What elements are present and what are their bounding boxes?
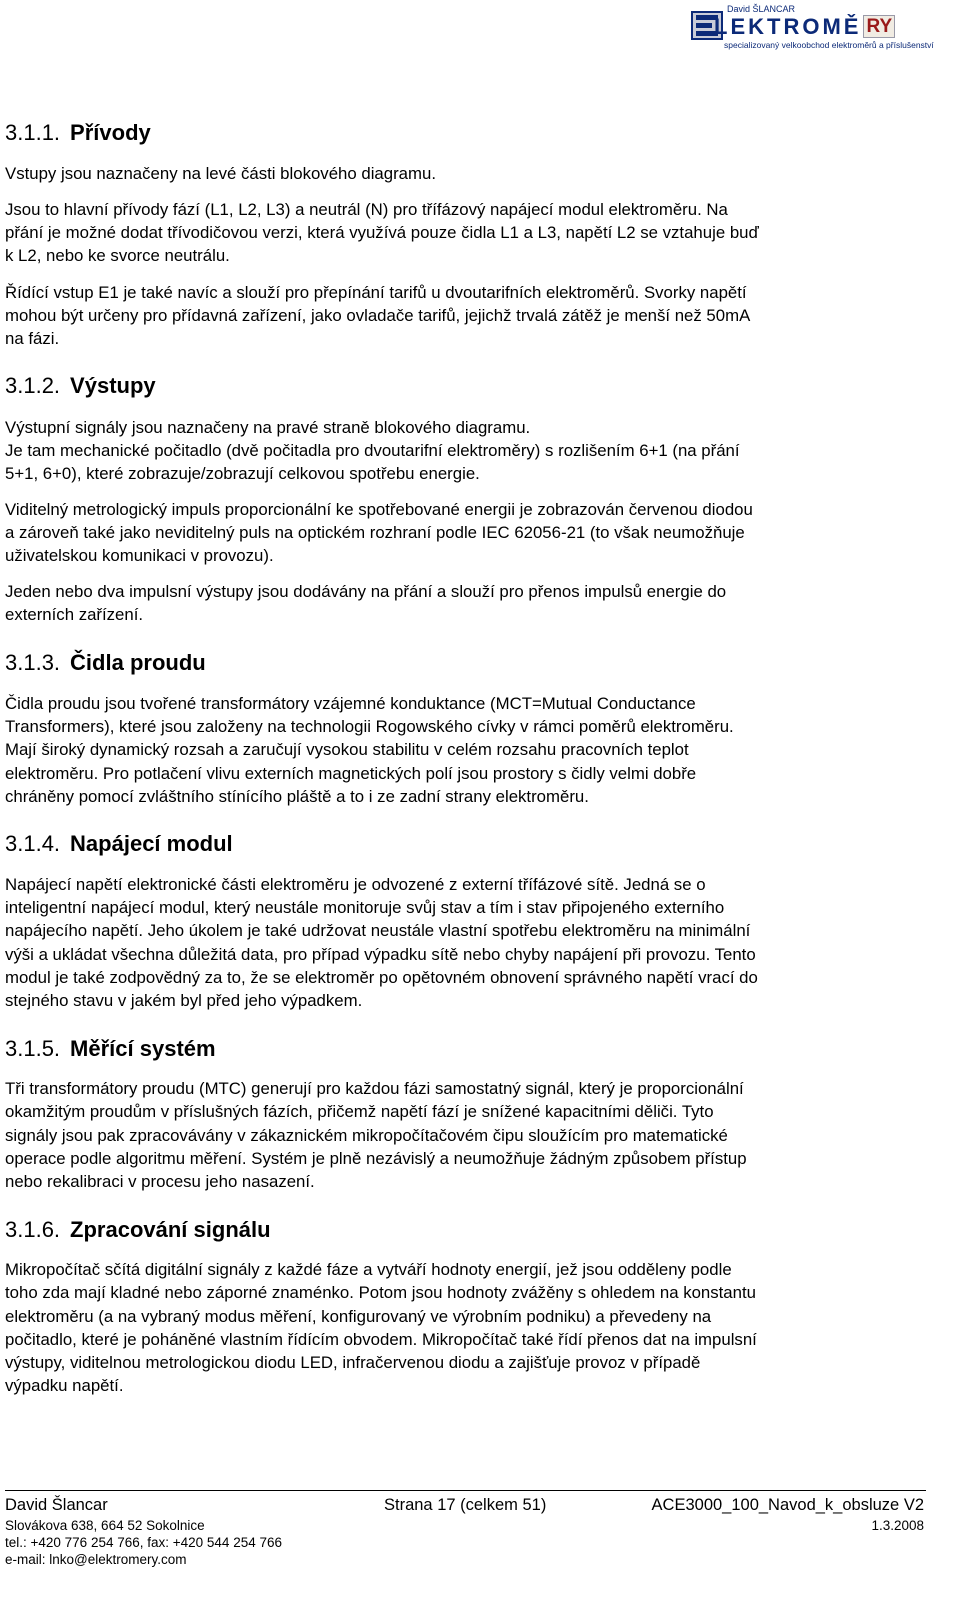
section-number: 3.1.3. [5, 650, 61, 675]
section-title: Napájecí modul [70, 831, 233, 856]
paragraph-line: Čidla proudu jsou tvořené transformátory vzájemné konduktance (MCT=Mutual Conductance [5, 694, 696, 713]
paragraph-line: na fázi. [5, 329, 60, 348]
paragraph-line: Vstupy jsou naznačeny na levé části blokového diagramu. [5, 164, 436, 183]
paragraph-line: Výstupní signály jsou naznačeny na pravé straně blokového diagramu. [5, 418, 531, 437]
paragraph-line: inteligentní napájecí modul, který neustále monitoruje svůj stav a tím i stav připojeného externího [5, 898, 725, 917]
paragraph-line: nebo rekalibraci v procesu jeho nasazení. [5, 1172, 315, 1191]
paragraph-line: uživatelskou komunikaci v provozu). [5, 546, 274, 565]
section-heading [5, 373, 156, 399]
section-heading [5, 650, 206, 676]
paragraph-line: Tři transformátory proudu (MTC) generují pro každou fázi samostatný signál, který je proporcionální [5, 1079, 744, 1098]
section-title: Přívody [70, 120, 151, 145]
section-number: 3.1.2. [5, 373, 61, 398]
section-number: 3.1.5. [5, 1036, 61, 1061]
paragraph-line: výstupy, viditelnou metrologickou diodu LED, infračervenou diodu a zajišťuje provoz v případě [5, 1353, 701, 1372]
paragraph-line: 5+1, 6+0), které zobrazuje/zobrazují celkovou spotřebu energie. [5, 464, 480, 483]
paragraph-line: výpadku napětí. [5, 1376, 124, 1395]
paragraph-line: stejného stavu v jakém byl před jeho výpadkem. [5, 991, 363, 1010]
section-title: Čidla proudu [70, 650, 206, 675]
section-number: 3.1.6. [5, 1217, 61, 1242]
paragraph-line: elektroměru. Pro potlačení vlivu externích magnetických polí jsou prostory s čidly velmi dobře [5, 764, 697, 783]
paragraph-line: Jsou to hlavní přívody fází (L1, L2, L3) a neutrál (N) pro třífázový napájecí modul elektroměru. Na [5, 200, 728, 219]
footer-date: 1.3.2008 [871, 1518, 924, 1533]
footer-divider [5, 1490, 926, 1491]
logo-word-main: LEKTROMĚ [714, 13, 862, 39]
section-heading [5, 1217, 271, 1243]
paragraph-line: Je tam mechanické počitadlo (dvě počitadla pro dvoutarifní elektroměry) s rozlišením 6+1 (na přání [5, 441, 740, 460]
paragraph-line: k L2, nebo ke svorce neutrálu. [5, 246, 230, 265]
paragraph-line: a zároveň také jako neviditelný puls na optickém rozhraní podle IEC 62056-21 (to však neumožňuje [5, 523, 745, 542]
footer-author: David Šlancar [5, 1496, 108, 1514]
paragraph-line: Jeden nebo dva impulsní výstupy jsou dodávány na přání a slouží pro přenos impulsů energie do [5, 582, 727, 601]
section-title: Zpracování signálu [70, 1217, 271, 1242]
footer-document-name: ACE3000_100_Navod_k_obsluze V2 [651, 1496, 924, 1514]
paragraph-line: elektroměru (a na vybraný modus měření, konfigurovaný ve výrobním podniku) a převedeny na [5, 1307, 712, 1326]
paragraph-line: externích zařízení. [5, 605, 144, 624]
section-heading [5, 831, 233, 857]
paragraph-line: toho zda mají kladné nebo záporné znaménko. Potom jsou hodnoty zvážěny s ohledem na konstantu [5, 1283, 756, 1302]
section-number: 3.1.1. [5, 120, 61, 145]
paragraph-line: operace podle algoritmu měření. Systém je plně nezávislý a neumožňuje žádným způsobem přístup [5, 1149, 747, 1168]
paragraph-line: Mikropočítač sčítá digitální signály z každé fáze a vytváří hodnoty energií, jež jsou odděleny podle [5, 1260, 732, 1279]
paragraph-line: napájecího napětí. Jeho úkolem je také udržovat neustále vlastní spotřebu elektroměru na minimální [5, 921, 751, 940]
paragraph-line: Viditelný metrologický impuls proporcionální ke spotřebované energii je zobrazován červenou diodou [5, 500, 753, 519]
paragraph-line: modul je také zodpovědný za to, že se elektroměr po opětovném obnovení správného napětí vrací do [5, 968, 758, 987]
paragraph-line: Napájecí napětí elektronické části elektroměru je odvozené z externí třífázové sítě. Jedná se o [5, 875, 706, 894]
paragraph-line: počitadlo, které je poháněné vlastním řídícím obvodem. Mikropočítač také řídí přenos dat na impulsní [5, 1330, 757, 1349]
logo-tagline: specializovaný velkoobchod elektroměrů a příslušenství [724, 40, 934, 50]
paragraph-line: mohou být určeny pro přídavná zařízení, jako ovladače tarifů, jejichž trvalá zátěž je menší než 50mA [5, 306, 751, 325]
section-heading [5, 1036, 216, 1062]
section-number: 3.1.4. [5, 831, 61, 856]
section-heading [5, 120, 151, 146]
paragraph-line: signály jsou pak zpracovávány v zákaznickém mikropočítačovém čipu sloužícím pro matematické [5, 1126, 728, 1145]
logo-word-tail: RY [863, 15, 895, 38]
footer-phone: tel.: +420 776 254 766, fax: +420 544 254 766 [5, 1535, 282, 1550]
paragraph-line: chráněny pomocí zvláštního stínícího pláště a to i ze zadní strany elektroměru. [5, 787, 589, 806]
logo-wordmark [714, 15, 895, 38]
logo-author: David ŠLANCAR [727, 4, 796, 14]
section-title: Měřící systém [70, 1036, 216, 1061]
company-logo [690, 2, 954, 52]
paragraph-line: Řídící vstup E1 je také navíc a slouží pro přepínání tarifů u dvoutarifních elektroměrů. Svorky napětí [5, 283, 747, 302]
section-title: Výstupy [70, 373, 156, 398]
footer-page-number: Strana 17 (celkem 51) [384, 1496, 547, 1514]
paragraph-line: přání je možné dodat třívodičovou verzi, která využívá pouze čidla L1 a L3, napětí L2 se vztahuje buď [5, 223, 759, 242]
paragraph-line: výši a ukládat všechna důležitá data, pro případ výpadku sítě nebo chyby napájení při provozu. Tento [5, 945, 756, 964]
footer-address: Slovákova 638, 664 52 Sokolnice [5, 1518, 205, 1533]
paragraph-line: Mají široký dynamický rozsah a zaručují vysokou stabilitu v celém rozsahu pracovních teplot [5, 740, 689, 759]
paragraph-line: Transformers), které jsou založeny na technologii Rogowského cívky v rámci poměrů elektroměru. [5, 717, 734, 736]
paragraph-line: okamžitým proudům v příslušných fázích, přičemž napětí fází je snížené kapacitními děliči. Tyto [5, 1102, 714, 1121]
footer-email[interactable]: e-mail: lnko@elektromery.com [5, 1552, 187, 1567]
